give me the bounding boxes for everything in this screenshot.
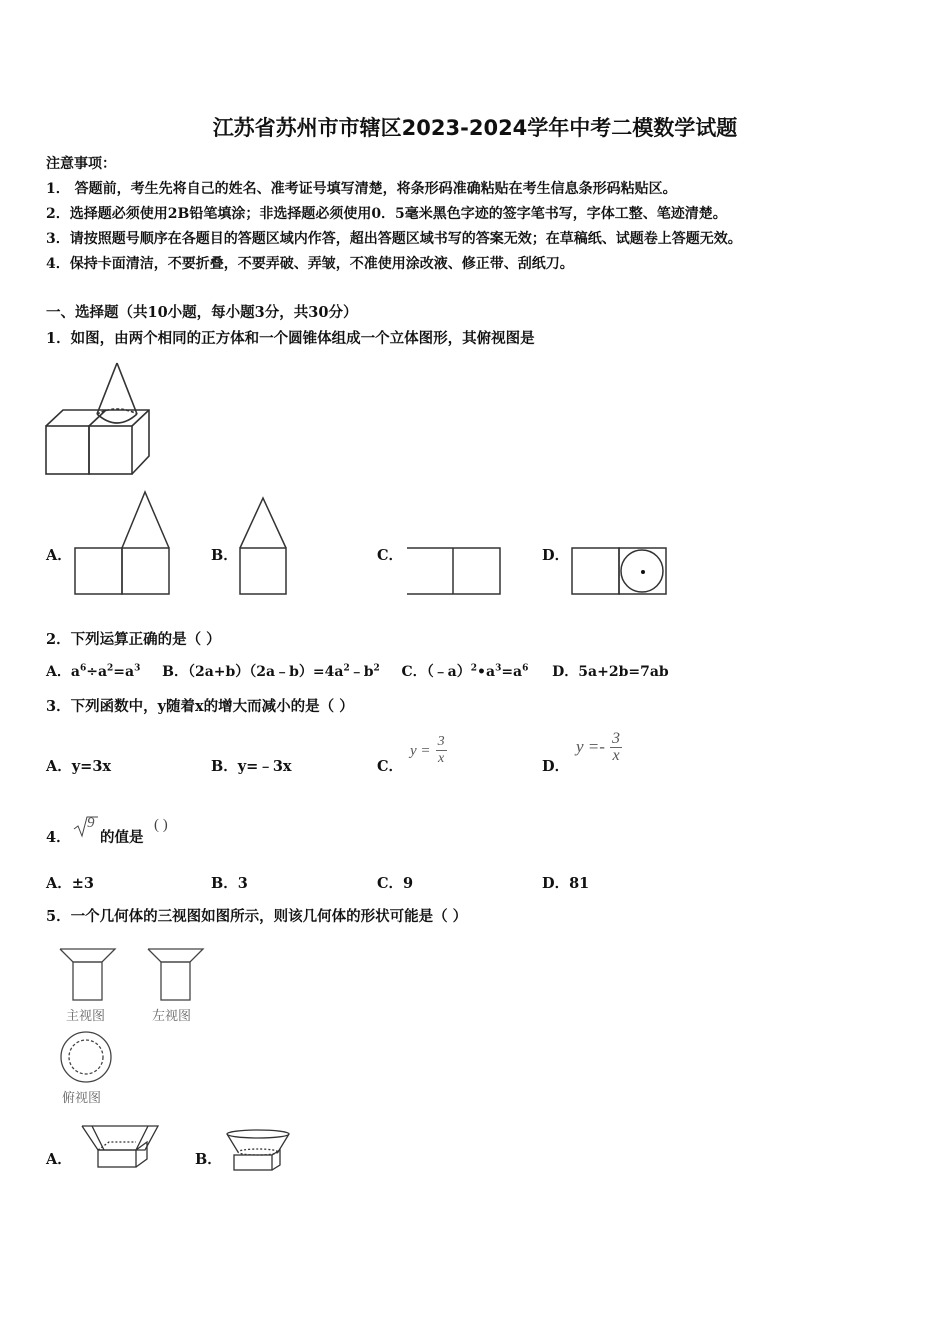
q1-option-d-label: D． [542,547,570,564]
q4-radicand: 9 [87,815,95,831]
q4-option-a: A．±3 [46,875,94,892]
q2-option-b: B．$(2a+b)(2a﹣b)=4a^2﹣b^2$ [162,663,380,680]
notice-item-1: 1． 答题前，考生先将自己的姓名、准考证号填写清楚，将条形码准确粘贴在考生信息条形码粘贴区。 [46,181,677,197]
q4-stem-rest: 的值是 [100,829,144,846]
section-heading: 一、选择题（共10小题，每小题3分，共30分） [46,304,358,321]
notice-heading: 注意事项： [46,156,116,172]
side-view-label: 左视图 [152,1009,192,1024]
q5-option-b-label: B． [195,1151,222,1168]
q2-stem: 2．下列运算正确的是（ ） [46,631,221,648]
q1-option-b-label: B． [211,547,238,564]
q1-stem: 1．如图，由两个相同的正方体和一个圆锥体组成一个立体图形，其俯视图是 [46,330,535,347]
q1-option-c-label: C． [377,547,404,564]
q3-option-b: B．y=﹣3x [211,758,292,775]
q3-stem: 3．下列函数中，y随着x的增大而减小的是（ ） [46,698,354,715]
q4-option-d: D．81 [542,875,590,892]
page-title: 江苏省苏州市市辖区2023-2024学年中考二模数学试题 [212,116,738,140]
q3-option-a: A．y=3x [46,758,112,775]
q5-option-a-label: A． [46,1151,72,1168]
front-view-label: 主视图 [66,1009,106,1024]
notice-item-3: 3．请按照题号顺序在各题目的答题区域内作答，超出答题区域书写的答案无效；在草稿纸、试题卷上答题无效。 [46,231,742,247]
q3-option-d-formula: y =- $\frac{3}{x}$ [576,730,621,764]
q2-option-d: D．5a+2b=7ab [552,664,669,680]
q5-stem: 5．一个几何体的三视图如图所示，则该几何体的形状可能是（ ） [46,908,468,925]
q1-option-a-label: A． [46,547,72,564]
q3-option-c-label: C． [377,758,404,775]
q4-number: 4． [46,829,71,846]
q2-option-a: A．$a^6\div a^2=a^3$ [46,663,141,680]
top-view-label: 俯视图 [62,1091,102,1106]
q4-paren: ( ) [154,817,168,833]
q4-option-c: C．9 [377,875,414,892]
notice-item-2: 2．选择题必须使用2B铅笔填涂；非选择题必须使用0．5毫米黑色字迹的签字笔书写，字体工整、笔迹清楚。 [46,206,727,222]
q2-option-c: C．$(﹣a)^2•a^3=a^6$ [401,663,529,680]
notice-item-4: 4．保持卡面清洁，不要折叠，不要弄破、弄皱，不准使用涂改液、修正带、刮纸刀。 [46,256,574,272]
q4-option-b: B．3 [211,875,248,892]
q3-option-c-formula: y = $\frac{3}{x}$ [410,734,445,766]
q3-option-d-label: D． [542,758,570,775]
